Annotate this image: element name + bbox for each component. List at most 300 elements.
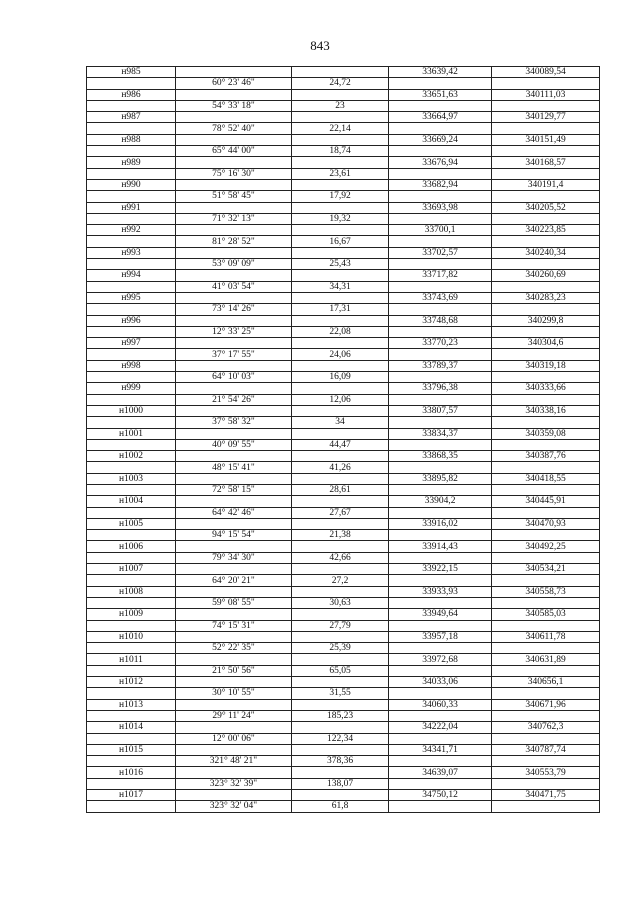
empty-cell bbox=[389, 394, 492, 405]
empty-cell bbox=[292, 473, 389, 484]
segment-row bbox=[87, 146, 600, 157]
x-coordinate-cell: 33933,93 bbox=[389, 586, 492, 597]
point-row bbox=[87, 270, 600, 281]
empty-cell bbox=[389, 100, 492, 111]
direction-angle-cell: 94° 15' 54" bbox=[176, 530, 292, 541]
segment-row bbox=[87, 168, 600, 179]
point-row bbox=[87, 225, 600, 236]
direction-angle-cell: 37° 58' 32" bbox=[176, 417, 292, 428]
empty-cell bbox=[292, 157, 389, 168]
point-name-cell: н1011 bbox=[87, 654, 176, 665]
empty-cell bbox=[492, 372, 600, 383]
empty-cell bbox=[389, 439, 492, 450]
empty-cell bbox=[176, 631, 292, 642]
distance-cell: 122,34 bbox=[292, 733, 389, 744]
empty-cell bbox=[176, 292, 292, 303]
segment-row bbox=[87, 372, 600, 383]
point-row bbox=[87, 744, 600, 755]
empty-cell bbox=[492, 123, 600, 134]
distance-cell: 27,67 bbox=[292, 507, 389, 518]
x-coordinate-cell: 33904,2 bbox=[389, 496, 492, 507]
x-coordinate-cell: 33868,35 bbox=[389, 451, 492, 462]
empty-cell bbox=[176, 677, 292, 688]
direction-angle-cell: 74° 15' 31" bbox=[176, 620, 292, 631]
segment-row bbox=[87, 326, 600, 337]
direction-angle-cell: 323° 32' 39" bbox=[176, 778, 292, 789]
point-row bbox=[87, 654, 600, 665]
distance-cell: 23 bbox=[292, 100, 389, 111]
distance-cell: 138,07 bbox=[292, 778, 389, 789]
distance-cell: 27,2 bbox=[292, 575, 389, 586]
distance-cell: 18,74 bbox=[292, 146, 389, 157]
direction-angle-cell: 37° 17' 55" bbox=[176, 349, 292, 360]
empty-cell bbox=[492, 394, 600, 405]
x-coordinate-cell: 33914,43 bbox=[389, 541, 492, 552]
empty-cell bbox=[492, 304, 600, 315]
direction-angle-cell: 21° 50' 56" bbox=[176, 665, 292, 676]
direction-angle-cell: 21° 54' 26" bbox=[176, 394, 292, 405]
x-coordinate-cell: 34639,07 bbox=[389, 767, 492, 778]
x-coordinate-cell: 33770,23 bbox=[389, 338, 492, 349]
x-coordinate-cell: 33702,57 bbox=[389, 247, 492, 258]
distance-cell: 378,36 bbox=[292, 756, 389, 767]
empty-cell bbox=[492, 530, 600, 541]
empty-cell bbox=[389, 710, 492, 721]
point-row bbox=[87, 631, 600, 642]
segment-row bbox=[87, 665, 600, 676]
empty-cell bbox=[292, 315, 389, 326]
empty-cell bbox=[292, 722, 389, 733]
empty-cell bbox=[176, 202, 292, 213]
empty-cell bbox=[176, 609, 292, 620]
empty-cell bbox=[389, 733, 492, 744]
empty-cell bbox=[492, 575, 600, 586]
empty-cell bbox=[389, 778, 492, 789]
empty-cell bbox=[492, 552, 600, 563]
y-coordinate-cell: 340111,03 bbox=[492, 89, 600, 100]
direction-angle-cell: 41° 03' 54" bbox=[176, 281, 292, 292]
empty-cell bbox=[389, 78, 492, 89]
distance-cell: 16,67 bbox=[292, 236, 389, 247]
segment-row bbox=[87, 597, 600, 608]
x-coordinate-cell: 33664,97 bbox=[389, 112, 492, 123]
direction-angle-cell: 48° 15' 41" bbox=[176, 462, 292, 473]
segment-row bbox=[87, 756, 600, 767]
empty-cell bbox=[87, 281, 176, 292]
segment-row bbox=[87, 349, 600, 360]
point-name-cell: н996 bbox=[87, 315, 176, 326]
direction-angle-cell: 30° 10' 55" bbox=[176, 688, 292, 699]
distance-cell: 16,09 bbox=[292, 372, 389, 383]
empty-cell bbox=[492, 484, 600, 495]
y-coordinate-cell: 340260,69 bbox=[492, 270, 600, 281]
empty-cell bbox=[492, 778, 600, 789]
point-name-cell: н993 bbox=[87, 247, 176, 258]
point-name-cell: н1003 bbox=[87, 473, 176, 484]
point-name-cell: н997 bbox=[87, 338, 176, 349]
empty-cell bbox=[87, 304, 176, 315]
empty-cell bbox=[87, 710, 176, 721]
point-row bbox=[87, 586, 600, 597]
empty-cell bbox=[292, 225, 389, 236]
distance-cell: 22,14 bbox=[292, 123, 389, 134]
point-name-cell: н1012 bbox=[87, 677, 176, 688]
empty-cell bbox=[87, 552, 176, 563]
empty-cell bbox=[87, 236, 176, 247]
empty-cell bbox=[87, 123, 176, 134]
empty-cell bbox=[292, 451, 389, 462]
empty-cell bbox=[389, 575, 492, 586]
point-row bbox=[87, 609, 600, 620]
point-name-cell: н1005 bbox=[87, 518, 176, 529]
distance-cell: 24,06 bbox=[292, 349, 389, 360]
x-coordinate-cell: 33796,38 bbox=[389, 383, 492, 394]
y-coordinate-cell: 340611,78 bbox=[492, 631, 600, 642]
segment-row bbox=[87, 417, 600, 428]
empty-cell bbox=[292, 360, 389, 371]
distance-cell: 12,06 bbox=[292, 394, 389, 405]
empty-cell bbox=[176, 722, 292, 733]
point-row bbox=[87, 699, 600, 710]
point-name-cell: н994 bbox=[87, 270, 176, 281]
empty-cell bbox=[87, 484, 176, 495]
y-coordinate-cell: 340762,3 bbox=[492, 722, 600, 733]
distance-cell: 65,05 bbox=[292, 665, 389, 676]
distance-cell: 185,23 bbox=[292, 710, 389, 721]
empty-cell bbox=[292, 383, 389, 394]
empty-cell bbox=[176, 225, 292, 236]
direction-angle-cell: 323° 32' 04" bbox=[176, 801, 292, 812]
empty-cell bbox=[87, 507, 176, 518]
direction-angle-cell: 72° 58' 15" bbox=[176, 484, 292, 495]
y-coordinate-cell: 340671,96 bbox=[492, 699, 600, 710]
empty-cell bbox=[389, 597, 492, 608]
empty-cell bbox=[292, 428, 389, 439]
distance-cell: 61,8 bbox=[292, 801, 389, 812]
empty-cell bbox=[389, 191, 492, 202]
empty-cell bbox=[492, 597, 600, 608]
empty-cell bbox=[292, 270, 389, 281]
empty-cell bbox=[176, 315, 292, 326]
point-name-cell: н992 bbox=[87, 225, 176, 236]
empty-cell bbox=[492, 710, 600, 721]
empty-cell bbox=[176, 247, 292, 258]
y-coordinate-cell: 340299,8 bbox=[492, 315, 600, 326]
y-coordinate-cell: 340240,34 bbox=[492, 247, 600, 258]
empty-cell bbox=[389, 326, 492, 337]
point-name-cell: н990 bbox=[87, 179, 176, 190]
point-name-cell: н1015 bbox=[87, 744, 176, 755]
empty-cell bbox=[87, 462, 176, 473]
point-row bbox=[87, 67, 600, 78]
empty-cell bbox=[87, 394, 176, 405]
empty-cell bbox=[492, 507, 600, 518]
y-coordinate-cell: 340304,6 bbox=[492, 338, 600, 349]
point-name-cell: н1006 bbox=[87, 541, 176, 552]
segment-row bbox=[87, 733, 600, 744]
empty-cell bbox=[87, 259, 176, 270]
y-coordinate-cell: 340283,23 bbox=[492, 292, 600, 303]
y-coordinate-cell: 340387,76 bbox=[492, 451, 600, 462]
x-coordinate-cell: 33669,24 bbox=[389, 134, 492, 145]
direction-angle-cell: 79° 34' 30" bbox=[176, 552, 292, 563]
direction-angle-cell: 64° 10' 03" bbox=[176, 372, 292, 383]
direction-angle-cell: 65° 44' 00" bbox=[176, 146, 292, 157]
empty-cell bbox=[292, 631, 389, 642]
empty-cell bbox=[87, 530, 176, 541]
segment-row bbox=[87, 507, 600, 518]
empty-cell bbox=[389, 801, 492, 812]
empty-cell bbox=[389, 665, 492, 676]
empty-cell bbox=[492, 259, 600, 270]
distance-cell: 17,31 bbox=[292, 304, 389, 315]
x-coordinate-cell: 33717,82 bbox=[389, 270, 492, 281]
empty-cell bbox=[389, 372, 492, 383]
point-name-cell: н991 bbox=[87, 202, 176, 213]
y-coordinate-cell: 340656,1 bbox=[492, 677, 600, 688]
point-name-cell: н1002 bbox=[87, 451, 176, 462]
empty-cell bbox=[389, 304, 492, 315]
point-row bbox=[87, 338, 600, 349]
empty-cell bbox=[292, 338, 389, 349]
segment-row bbox=[87, 552, 600, 563]
point-row bbox=[87, 405, 600, 416]
y-coordinate-cell: 340534,21 bbox=[492, 564, 600, 575]
empty-cell bbox=[176, 112, 292, 123]
segment-row bbox=[87, 213, 600, 224]
point-row bbox=[87, 112, 600, 123]
y-coordinate-cell: 340319,18 bbox=[492, 360, 600, 371]
x-coordinate-cell: 34222,04 bbox=[389, 722, 492, 733]
point-name-cell: н1014 bbox=[87, 722, 176, 733]
empty-cell bbox=[492, 213, 600, 224]
y-coordinate-cell: 340168,57 bbox=[492, 157, 600, 168]
table-body bbox=[87, 67, 600, 813]
empty-cell bbox=[87, 417, 176, 428]
distance-cell: 22,08 bbox=[292, 326, 389, 337]
y-coordinate-cell: 340151,49 bbox=[492, 134, 600, 145]
x-coordinate-cell: 33895,82 bbox=[389, 473, 492, 484]
point-row bbox=[87, 677, 600, 688]
y-coordinate-cell: 340129,77 bbox=[492, 112, 600, 123]
distance-cell: 25,39 bbox=[292, 643, 389, 654]
distance-cell: 34,31 bbox=[292, 281, 389, 292]
y-coordinate-cell: 340333,66 bbox=[492, 383, 600, 394]
segment-row bbox=[87, 439, 600, 450]
x-coordinate-cell: 34750,12 bbox=[389, 790, 492, 801]
empty-cell bbox=[292, 654, 389, 665]
empty-cell bbox=[176, 744, 292, 755]
direction-angle-cell: 54° 33' 18" bbox=[176, 100, 292, 111]
direction-angle-cell: 64° 20' 21" bbox=[176, 575, 292, 586]
empty-cell bbox=[87, 326, 176, 337]
empty-cell bbox=[492, 643, 600, 654]
empty-cell bbox=[292, 518, 389, 529]
empty-cell bbox=[492, 733, 600, 744]
point-row bbox=[87, 790, 600, 801]
empty-cell bbox=[492, 439, 600, 450]
empty-cell bbox=[292, 67, 389, 78]
y-coordinate-cell: 340418,55 bbox=[492, 473, 600, 484]
empty-cell bbox=[176, 518, 292, 529]
empty-cell bbox=[389, 236, 492, 247]
distance-cell: 21,38 bbox=[292, 530, 389, 541]
empty-cell bbox=[292, 89, 389, 100]
empty-cell bbox=[87, 439, 176, 450]
empty-cell bbox=[292, 586, 389, 597]
point-row bbox=[87, 496, 600, 507]
empty-cell bbox=[176, 541, 292, 552]
empty-cell bbox=[292, 541, 389, 552]
point-name-cell: н1016 bbox=[87, 767, 176, 778]
empty-cell bbox=[176, 405, 292, 416]
segment-row bbox=[87, 462, 600, 473]
point-name-cell: н985 bbox=[87, 67, 176, 78]
empty-cell bbox=[389, 281, 492, 292]
distance-cell: 30,63 bbox=[292, 597, 389, 608]
empty-cell bbox=[492, 168, 600, 179]
empty-cell bbox=[176, 383, 292, 394]
point-row bbox=[87, 134, 600, 145]
segment-row bbox=[87, 191, 600, 202]
empty-cell bbox=[176, 134, 292, 145]
empty-cell bbox=[292, 112, 389, 123]
page-number: 843 bbox=[310, 38, 330, 53]
empty-cell bbox=[292, 767, 389, 778]
point-row bbox=[87, 541, 600, 552]
point-row bbox=[87, 564, 600, 575]
x-coordinate-cell: 33700,1 bbox=[389, 225, 492, 236]
survey-coordinates-table bbox=[86, 66, 600, 813]
direction-angle-cell: 53° 09' 09" bbox=[176, 259, 292, 270]
point-name-cell: н988 bbox=[87, 134, 176, 145]
y-coordinate-cell: 340471,75 bbox=[492, 790, 600, 801]
empty-cell bbox=[292, 790, 389, 801]
empty-cell bbox=[492, 326, 600, 337]
x-coordinate-cell: 33949,64 bbox=[389, 609, 492, 620]
direction-angle-cell: 12° 33' 25" bbox=[176, 326, 292, 337]
x-coordinate-cell: 33693,98 bbox=[389, 202, 492, 213]
direction-angle-cell: 78° 52' 40" bbox=[176, 123, 292, 134]
empty-cell bbox=[492, 146, 600, 157]
y-coordinate-cell: 340191,4 bbox=[492, 179, 600, 190]
empty-cell bbox=[389, 123, 492, 134]
x-coordinate-cell: 33972,68 bbox=[389, 654, 492, 665]
point-name-cell: н995 bbox=[87, 292, 176, 303]
point-name-cell: н998 bbox=[87, 360, 176, 371]
x-coordinate-cell: 33916,02 bbox=[389, 518, 492, 529]
segment-row bbox=[87, 484, 600, 495]
point-name-cell: н987 bbox=[87, 112, 176, 123]
direction-angle-cell: 59° 08' 55" bbox=[176, 597, 292, 608]
point-name-cell: н1013 bbox=[87, 699, 176, 710]
x-coordinate-cell: 33957,18 bbox=[389, 631, 492, 642]
x-coordinate-cell: 33789,37 bbox=[389, 360, 492, 371]
y-coordinate-cell: 340470,93 bbox=[492, 518, 600, 529]
direction-angle-cell: 40° 09' 55" bbox=[176, 439, 292, 450]
point-name-cell: н1007 bbox=[87, 564, 176, 575]
empty-cell bbox=[87, 146, 176, 157]
x-coordinate-cell: 34033,06 bbox=[389, 677, 492, 688]
empty-cell bbox=[389, 213, 492, 224]
empty-cell bbox=[176, 360, 292, 371]
distance-cell: 34 bbox=[292, 417, 389, 428]
x-coordinate-cell: 33682,94 bbox=[389, 179, 492, 190]
empty-cell bbox=[389, 417, 492, 428]
segment-row bbox=[87, 801, 600, 812]
segment-row bbox=[87, 620, 600, 631]
empty-cell bbox=[176, 473, 292, 484]
point-row bbox=[87, 157, 600, 168]
segment-row bbox=[87, 281, 600, 292]
empty-cell bbox=[292, 134, 389, 145]
direction-angle-cell: 75° 16' 30" bbox=[176, 168, 292, 179]
distance-cell: 24,72 bbox=[292, 78, 389, 89]
empty-cell bbox=[87, 620, 176, 631]
distance-cell: 17,92 bbox=[292, 191, 389, 202]
empty-cell bbox=[87, 168, 176, 179]
point-name-cell: н1017 bbox=[87, 790, 176, 801]
segment-row bbox=[87, 236, 600, 247]
empty-cell bbox=[87, 191, 176, 202]
point-row bbox=[87, 292, 600, 303]
empty-cell bbox=[292, 179, 389, 190]
point-row bbox=[87, 383, 600, 394]
segment-row bbox=[87, 778, 600, 789]
empty-cell bbox=[292, 744, 389, 755]
x-coordinate-cell: 33651,63 bbox=[389, 89, 492, 100]
x-coordinate-cell: 34341,71 bbox=[389, 744, 492, 755]
y-coordinate-cell: 340445,91 bbox=[492, 496, 600, 507]
empty-cell bbox=[389, 462, 492, 473]
empty-cell bbox=[176, 654, 292, 665]
empty-cell bbox=[292, 202, 389, 213]
empty-cell bbox=[176, 157, 292, 168]
direction-angle-cell: 71° 32' 13" bbox=[176, 213, 292, 224]
segment-row bbox=[87, 304, 600, 315]
point-name-cell: н1000 bbox=[87, 405, 176, 416]
empty-cell bbox=[87, 213, 176, 224]
distance-cell: 44,47 bbox=[292, 439, 389, 450]
empty-cell bbox=[176, 586, 292, 597]
empty-cell bbox=[389, 688, 492, 699]
y-coordinate-cell: 340558,73 bbox=[492, 586, 600, 597]
empty-cell bbox=[492, 801, 600, 812]
empty-cell bbox=[87, 778, 176, 789]
y-coordinate-cell: 340338,16 bbox=[492, 405, 600, 416]
y-coordinate-cell: 340585,03 bbox=[492, 609, 600, 620]
y-coordinate-cell: 340553,79 bbox=[492, 767, 600, 778]
empty-cell bbox=[176, 496, 292, 507]
empty-cell bbox=[87, 100, 176, 111]
point-name-cell: н989 bbox=[87, 157, 176, 168]
point-name-cell: н999 bbox=[87, 383, 176, 394]
empty-cell bbox=[492, 688, 600, 699]
distance-cell: 19,32 bbox=[292, 213, 389, 224]
empty-cell bbox=[87, 78, 176, 89]
segment-row bbox=[87, 688, 600, 699]
empty-cell bbox=[87, 688, 176, 699]
segment-row bbox=[87, 123, 600, 134]
direction-angle-cell: 51° 58' 45" bbox=[176, 191, 292, 202]
empty-cell bbox=[87, 665, 176, 676]
x-coordinate-cell: 33748,68 bbox=[389, 315, 492, 326]
empty-cell bbox=[492, 417, 600, 428]
direction-angle-cell: 12° 00' 06" bbox=[176, 733, 292, 744]
segment-row bbox=[87, 575, 600, 586]
point-row bbox=[87, 518, 600, 529]
empty-cell bbox=[389, 507, 492, 518]
